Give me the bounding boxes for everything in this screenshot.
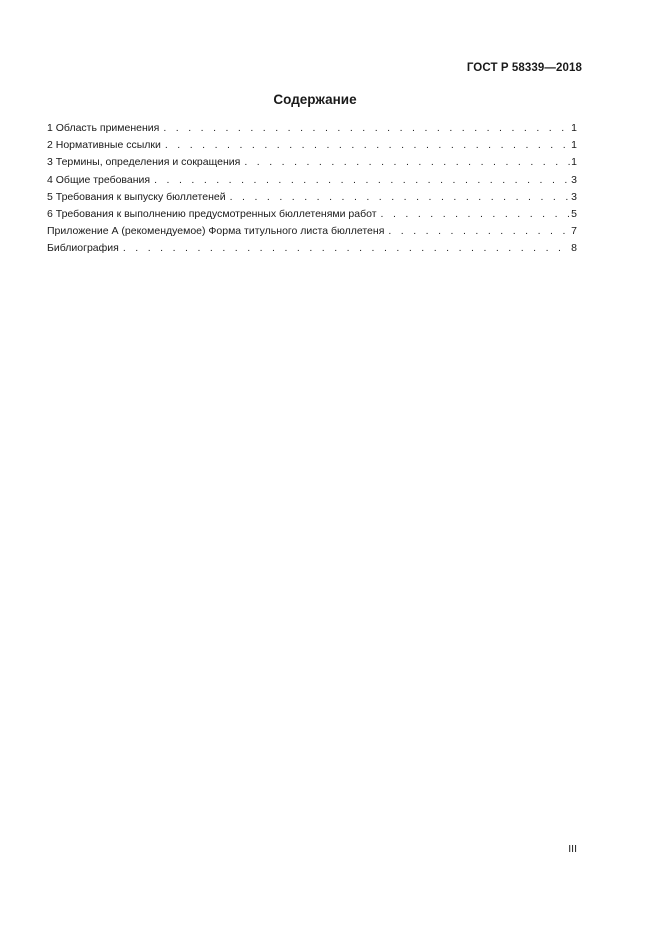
dot-leader (154, 172, 570, 189)
toc-entry-page: 3 (571, 173, 577, 186)
toc-title: Содержание (273, 92, 357, 107)
toc-entry-text: 6 Требования к выполнению предусмотренных бюллетенями работ (47, 207, 377, 220)
toc-entry-page: 5 (571, 207, 577, 220)
toc-entry-text: 4 Общие требования (47, 173, 151, 186)
toc-entry-bulletin-works[interactable] (47, 206, 577, 223)
toc-entry-text: 5 Требования к выпуску бюллетеней (47, 190, 226, 203)
dot-leader (230, 189, 571, 206)
toc-entry-page: 7 (571, 225, 577, 238)
toc-entry-page: 1 (571, 139, 577, 152)
dot-leader (163, 120, 570, 137)
toc-entry-page: 1 (571, 122, 577, 134)
dot-leader (381, 206, 571, 223)
toc-entry-appendix-a[interactable] (47, 223, 577, 240)
toc-entry-text: 1 Область применения (47, 122, 160, 134)
document-code: ГОСТ Р 58339—2018 (466, 62, 582, 74)
toc-entry-text: 3 Термины, определения и сокращения (47, 156, 241, 169)
toc-entry-text: 2 Нормативные ссылки (47, 139, 161, 152)
toc-entry-bibliography[interactable] (47, 240, 577, 257)
toc-entry-text: Библиография (47, 242, 119, 255)
table-of-contents (47, 120, 577, 258)
page-number: III (568, 843, 577, 855)
toc-entry-text: Приложение А (рекомендуемое) Форма титульного листа бюллетеня (47, 225, 385, 238)
dot-leader (123, 240, 570, 257)
toc-entry-normative-references[interactable] (47, 137, 577, 154)
toc-entry-page: 3 (571, 190, 577, 203)
toc-entry-terms[interactable] (47, 154, 577, 171)
toc-entry-scope[interactable] (47, 120, 577, 137)
toc-entry-general-requirements[interactable] (47, 172, 577, 189)
toc-entry-page: 1 (571, 156, 577, 169)
dot-leader (388, 223, 570, 240)
dot-leader (244, 154, 570, 171)
dot-leader (165, 137, 570, 154)
toc-entry-page: 8 (571, 242, 577, 255)
toc-entry-bulletin-issue[interactable] (47, 189, 577, 206)
